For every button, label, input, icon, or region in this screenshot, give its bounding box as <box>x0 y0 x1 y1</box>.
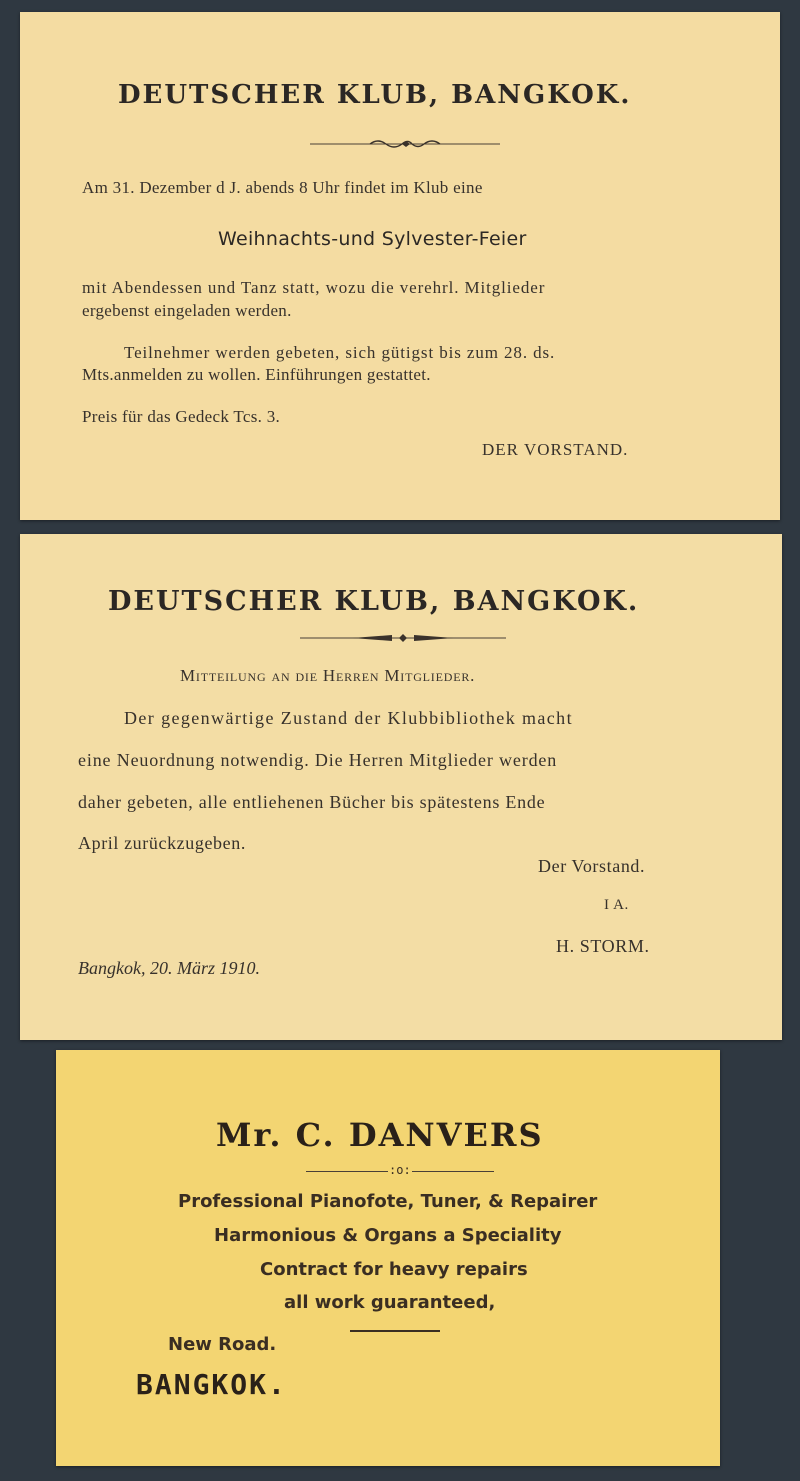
divider-line <box>306 1171 388 1172</box>
card-title: DEUTSCHER KLUB, BANGKOK. <box>108 586 640 617</box>
divider-line <box>412 1171 494 1172</box>
invitation-card <box>20 12 780 520</box>
event-name: Weihnachts-und Sylvester-Feier <box>218 228 527 250</box>
notice-card <box>20 534 782 1040</box>
divider-line <box>350 1330 440 1332</box>
invitation-line: ergebenst eingeladen werden. <box>82 301 292 320</box>
invitation-line: mit Abendessen und Tanz statt, wozu die verehrl. Mitglieder <box>82 278 546 297</box>
business-card <box>56 1050 720 1466</box>
notice-line: Der gegenwärtige Zustand der Klubbibliothek macht <box>124 708 573 728</box>
invitation-line: Mts.anmelden zu wollen. Einführungen gestattet. <box>82 365 431 384</box>
invitation-line: Am 31. Dezember d J. abends 8 Uhr findet im Klub eine <box>82 178 483 197</box>
signature: DER VORSTAND. <box>482 440 629 459</box>
service-line: all work guaranteed, <box>284 1292 496 1313</box>
divider-mark: :o: <box>389 1163 411 1177</box>
invitation-line: Teilnehmer werden gebeten, sich gütigst bis zum 28. ds. <box>124 343 556 362</box>
ornament-divider-icon <box>310 136 500 152</box>
ornament-divider-icon <box>300 632 506 644</box>
price-line: Preis für das Gedeck Tcs. 3. <box>82 407 281 426</box>
signature-initials: I A. <box>604 897 629 913</box>
card-title: DEUTSCHER KLUB, BANGKOK. <box>118 80 632 110</box>
notice-line: April zurückzugeben. <box>78 833 246 853</box>
street-address: New Road. <box>168 1334 277 1355</box>
dateline: Bangkok, 20. März 1910. <box>78 958 260 978</box>
service-line: Contract for heavy repairs <box>260 1259 528 1280</box>
notice-line: daher gebeten, alle entliehenen Bücher bis spätestens Ende <box>78 792 546 812</box>
notice-line: eine Neuordnung notwendig. Die Herren Mitglieder werden <box>78 750 558 770</box>
service-line: Harmonious & Organs a Speciality <box>214 1225 562 1246</box>
business-name: Mr. C. DANVERS <box>216 1116 544 1154</box>
signature-name: H. STORM. <box>556 936 650 956</box>
notice-heading: Mitteilung an die Herren Mitglieder. <box>180 666 476 685</box>
service-line: Professional Pianofote, Tuner, & Repairer <box>178 1191 598 1212</box>
city: BANGKOK. <box>136 1368 287 1401</box>
signature: Der Vorstand. <box>538 856 646 876</box>
